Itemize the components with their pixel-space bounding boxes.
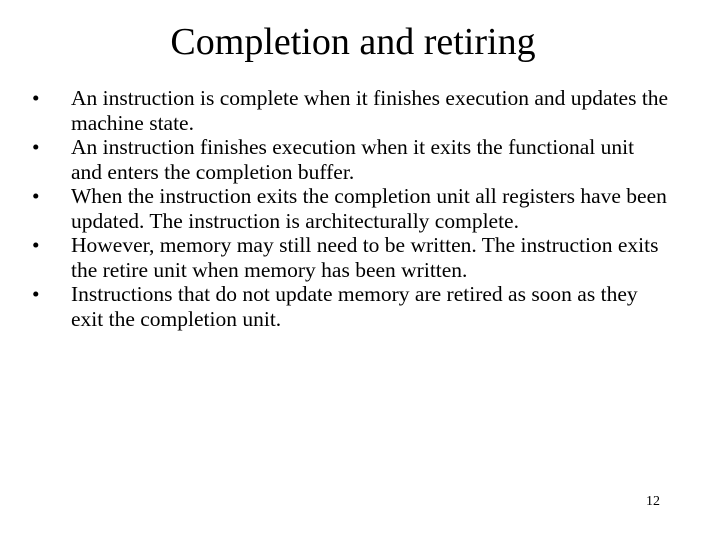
bullet-item [30, 184, 670, 233]
bullet-marker: • [32, 135, 40, 159]
bullet-marker: • [32, 233, 40, 257]
bullet-list [30, 86, 670, 331]
bullet-text: An instruction finishes execution when it exits the functional unit and enters the completion buffer. [71, 135, 635, 184]
bullet-marker: • [32, 282, 40, 306]
bullet-item [30, 135, 670, 184]
bullet-item [30, 86, 670, 135]
bullet-text: However, memory may still need to be written. The instruction exits the retire unit when memory has been written. [71, 233, 659, 282]
page-number: 12 [646, 494, 660, 509]
bullet-item [30, 282, 670, 331]
bullet-text: An instruction is complete when it finishes execution and updates the machine state. [71, 86, 669, 135]
bullet-marker: • [32, 184, 40, 208]
bullet-item [30, 233, 670, 282]
slide-title: Completion and retiring [170, 21, 536, 63]
bullet-text: Instructions that do not update memory are retired as soon as they exit the completion unit. [71, 282, 638, 331]
bullet-marker: • [32, 86, 40, 110]
bullet-text: When the instruction exits the completion unit all registers have been updated. The instruction is architecturally complete. [71, 184, 667, 233]
